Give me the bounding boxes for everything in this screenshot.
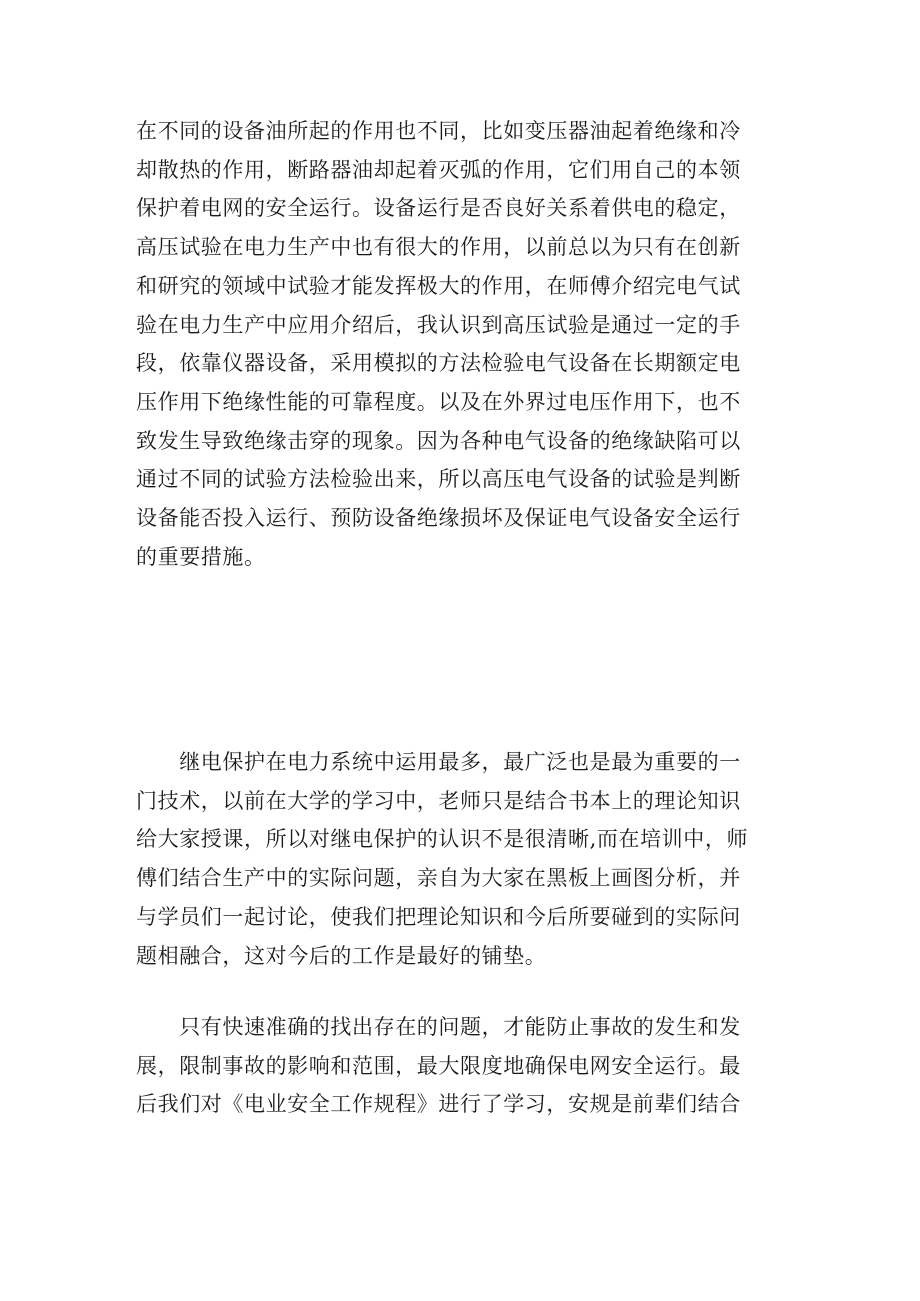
text-line: 展，限制事故的影响和范围，最大限度地确保电网安全运行。最 [136,1053,741,1078]
text-line: 傅们结合生产中的实际问题，亲自为大家在黑板上画图分析，并 [136,866,741,891]
text-line: 致发生导致绝缘击穿的现象。因为各种电气设备的绝缘缺陷可以 [136,428,741,453]
text-line: 的重要措施。 [136,544,266,569]
paragraph-equipment-testing [136,112,796,576]
text-line: 给大家授课，所以对继电保护的认识不是很清晰,而在培训中，师 [136,827,749,852]
text-line: 通过不同的试验方法检验出来，所以高压电气设备的试验是判断 [136,467,741,492]
text-line: 后我们对《电业安全工作规程》进行了学习，安规是前辈们结合 [136,1092,741,1117]
text-line: 高压试验在电力生产中也有很大的作用，以前总以为只有在创新 [136,235,741,260]
text-line: 设备能否投入运行、预防设备绝缘损坏及保证电气设备安全运行 [136,506,741,531]
text-line: 与学员们一起讨论，使我们把理论知识和今后所要碰到的实际问 [136,904,741,929]
text-line: 门技术，以前在大学的学习中，老师只是结合书本上的理论知识 [136,788,741,813]
text-line: 验在电力生产中应用介绍后，我认识到高压试验是通过一定的手 [136,312,741,337]
text-line: 和研究的领域中试验才能发挥极大的作用，在师傅介绍完电气试 [136,273,741,298]
text-line: 却散热的作用，断路器油却起着灭弧的作用，它们用自己的本领 [136,157,741,182]
text-line: 继电保护在电力系统中运用最多，最广泛也是最为重要的一 [136,750,741,774]
text-line: 题相融合，这对今后的工作是最好的铺垫。 [136,943,547,968]
text-line: 在不同的设备油所起的作用也不同，比如变压器油起着绝缘和冷 [136,119,741,143]
text-line: 压作用下绝缘性能的可靠程度。以及在外界过电压作用下，也不 [136,389,741,414]
text-line: 段，依靠仪器设备，采用模拟的方法检验电气设备在长期额定电 [136,351,741,376]
text-line: 保护着电网的安全运行。设备运行是否良好关系着供电的稳定， [136,196,741,221]
text-line: 只有快速准确的找出存在的问题，才能防止事故的发生和发 [136,1015,741,1039]
paragraph-relay-protection [136,743,796,975]
paragraph-safety-rules [136,1008,796,1124]
